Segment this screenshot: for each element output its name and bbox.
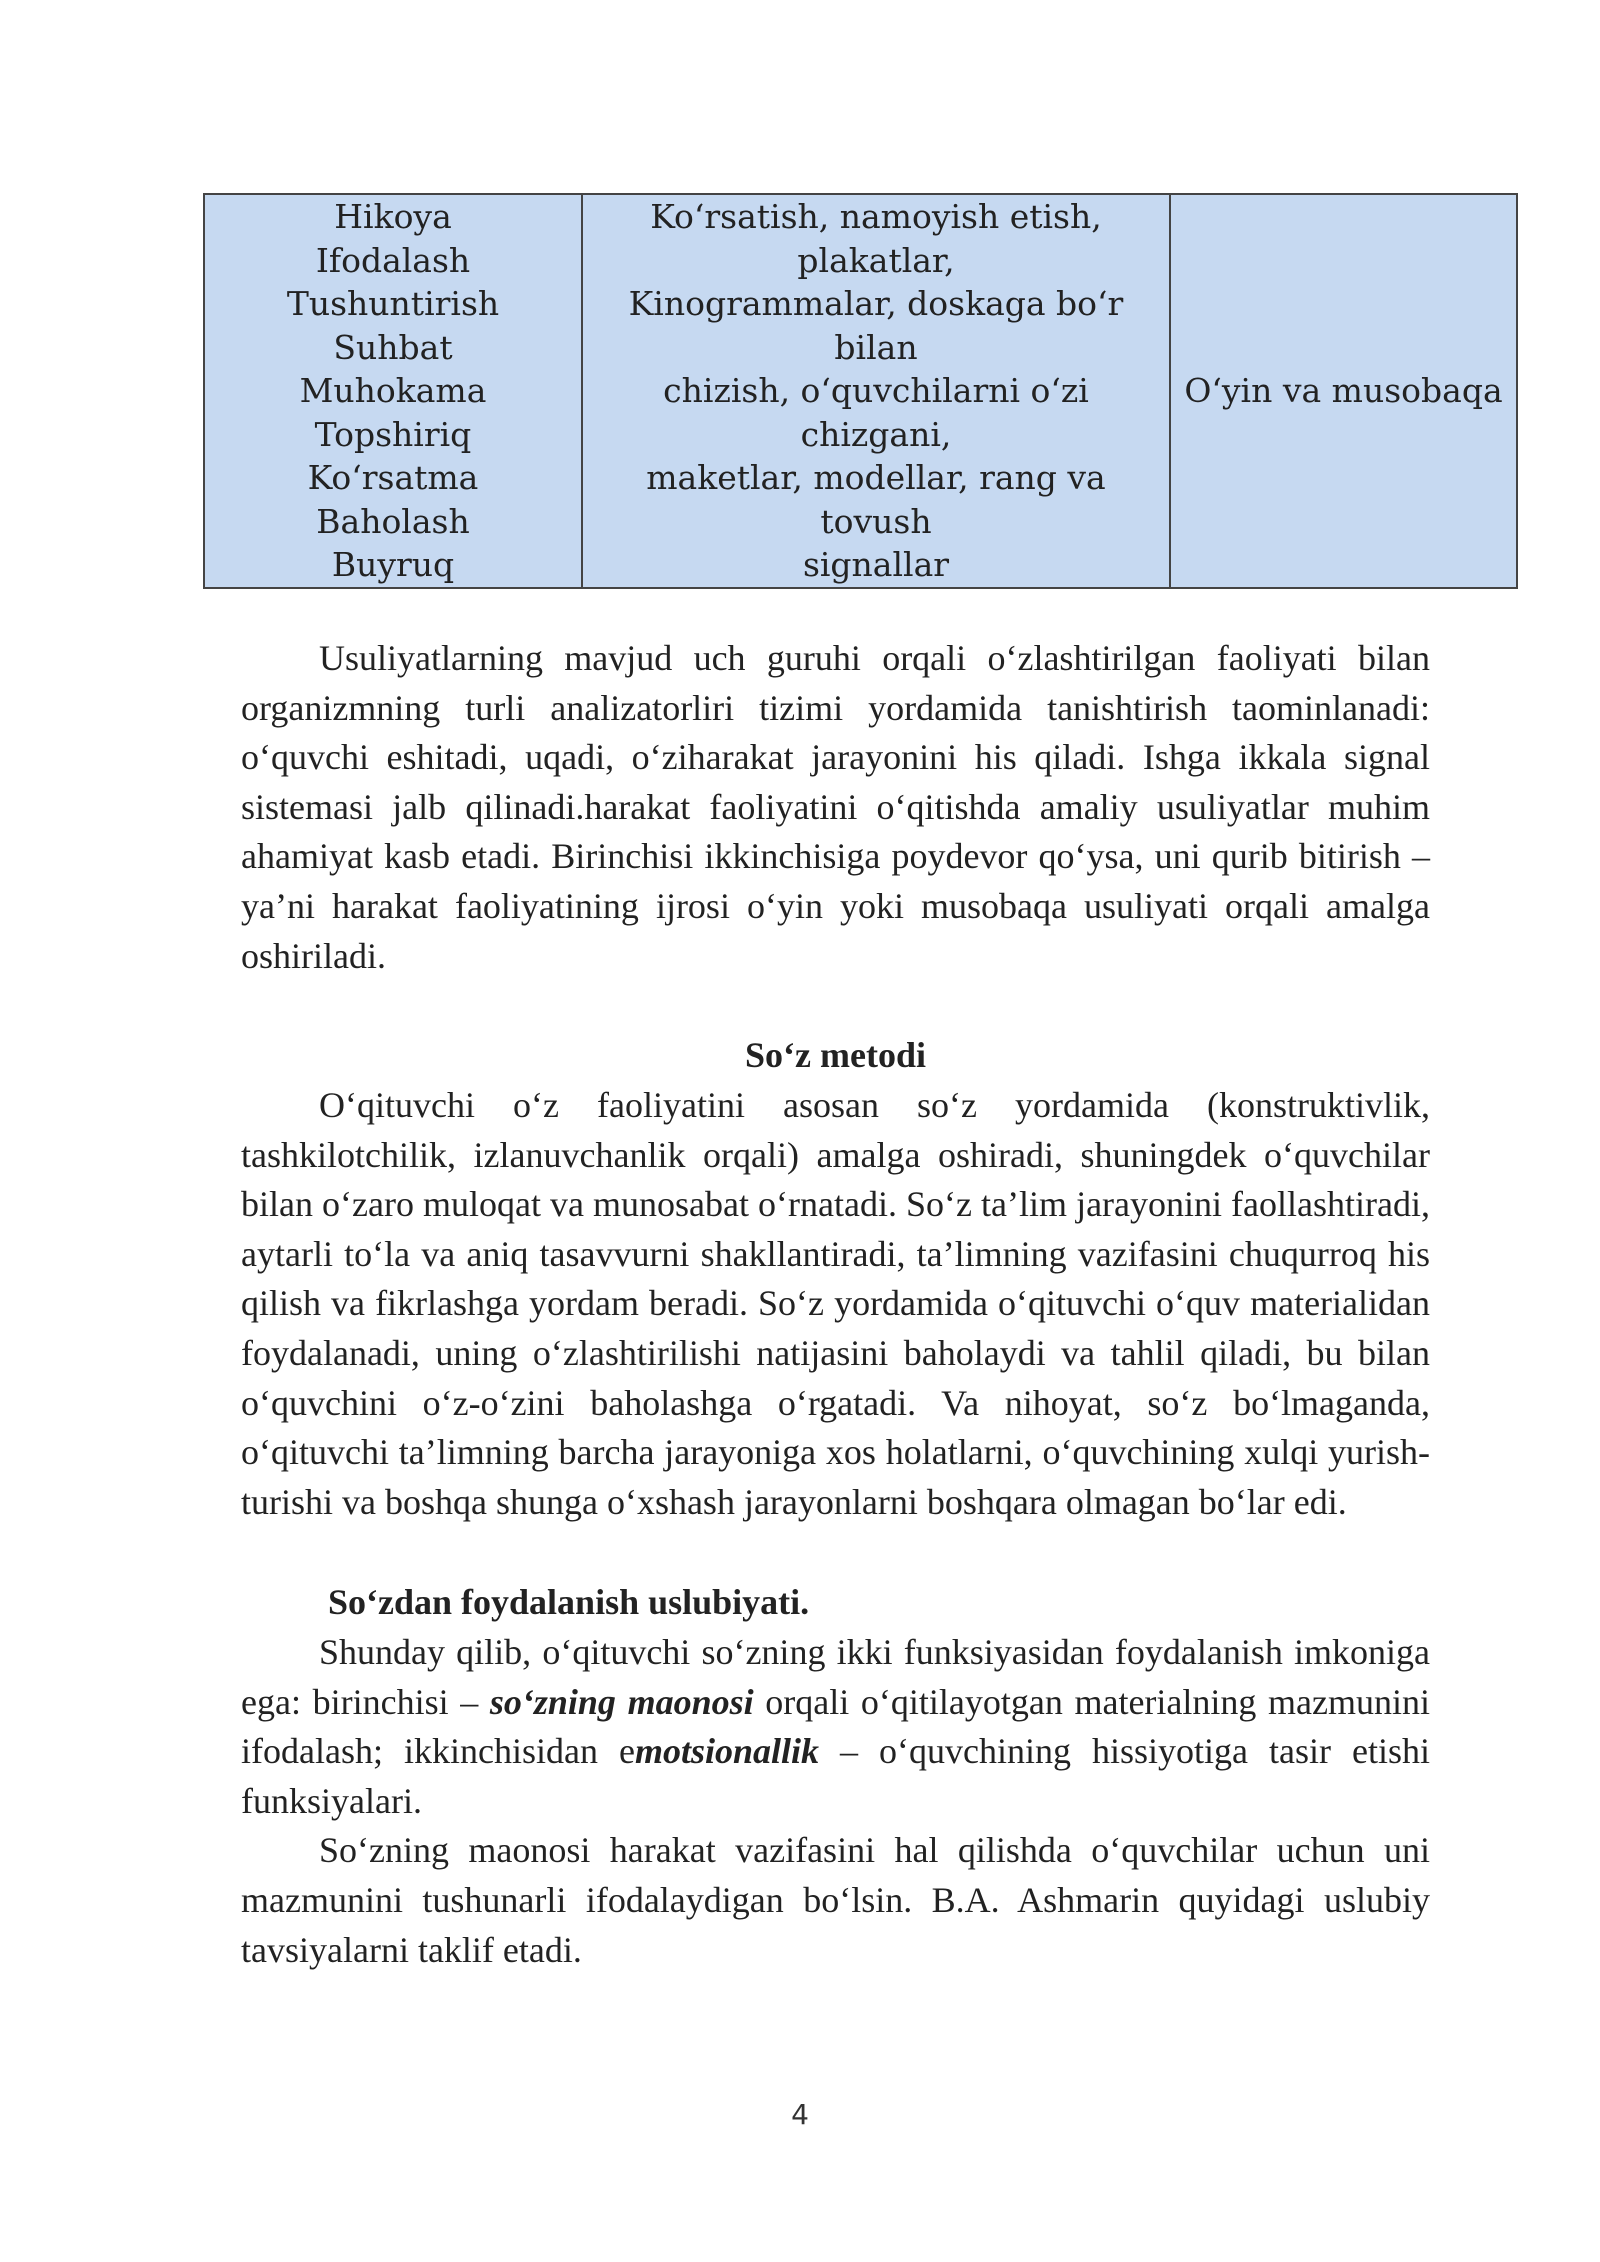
cell-line: signallar xyxy=(802,545,950,584)
visual-methods-cell xyxy=(582,194,1170,588)
list-item: Muhokama xyxy=(299,371,487,410)
list-item: Buyruq xyxy=(331,545,455,584)
paragraph-text: O‘qituvchi o‘z faoliyatini asosan so‘z yordamida (konstruktivlik, tashkilotchilik, izlanuvchanlik orqali) amalga oshiradi, shuningdek o‘quvchilar bilan o‘zaro muloqat va munosabat o‘rnatadi. So‘z ta’lim jarayonini faollashtiradi, aytarli to‘la va aniq tasavvurni shakllantiradi, ta’limning vazifasini chuqurroq his qilish va fikrlashga yordam beradi. So‘z yordamida o‘qituvchi o‘quv materialidan foydalanadi, uning o‘zlashtirilishi natijasini baholaydi va tahlil qiladi, bu bilan o‘quvchini o‘z-o‘zini baholashga o‘rgatadi. Va nihoyat, so‘z bo‘lmaganda, o‘qituvchi ta’limning barcha jarayoniga xos holatlarni, o‘quvchining xulqi yurish-turishi va boshqa shunga o‘xshash jarayonlarni boshqara olmagan bo‘lar edi. xyxy=(241,1085,1430,1522)
paragraph-functions xyxy=(241,1628,1430,1975)
list-item: Hikoya xyxy=(334,197,452,236)
cell-line: Ko‘rsatish, namoyish etish, xyxy=(650,197,1102,236)
list-item: Ko‘rsatma xyxy=(307,458,479,497)
list-item: Tushuntirish xyxy=(286,284,500,323)
emphasis-term: motsionallik xyxy=(634,1731,819,1772)
paragraph-text: So‘zning maonosi harakat vazifasini hal qilishda o‘quvchilar uchun uni mazmunini tushunarli ifodalaydigan bo‘lsin. B.A. Ashmarin quyidagi uslubiy tavsiyalarni taklif etadi. xyxy=(241,1830,1430,1970)
practical-methods-cell xyxy=(1170,194,1517,588)
page-number: 4 xyxy=(791,2098,809,2131)
methods-table xyxy=(203,193,1518,589)
paragraph-word-method xyxy=(241,1081,1430,1527)
text-run: Shunday qilib, o‘qituvchi so‘zning ikki funksiyasidan foydalanish imkoniga ega: birinchisi – xyxy=(241,1632,1430,1722)
cell-line: Kinogrammalar, doskaga bo‘r bilan xyxy=(628,284,1124,367)
cell-line: maketlar, modellar, rang va tovush xyxy=(646,458,1106,541)
paragraph-text xyxy=(241,1628,1430,1826)
verbal-methods-cell xyxy=(204,194,582,588)
paragraph-text: Usuliyatlarning mavjud uch guruhi orqali o‘zlashtirilgan faoliyati bilan organizmning turli analizatorliri tizimi yordamida tanishtirish taominlanadi: o‘quvchi eshitadi, uqadi, o‘ziharakat jarayonini his qiladi. Ishga ikkala signal sistemasi jalb qilinadi.harakat faoliyatini o‘qitishda amaliy usuliyatlar muhim ahamiyat kasb etadi. Birinchisi ikkinchisiga poydevor qo‘ysa, uni qurib bitirish – ya’ni harakat faoliyatining ijrosi o‘yin yoki musobaqa usuliyati orqali amalga oshiriladi. xyxy=(241,638,1430,976)
section-heading: So‘z metodi xyxy=(745,1035,926,1075)
text-run: orqali o‘qitilayotgan materialning mazmunini ifodalash; ikkinchisidan e xyxy=(241,1681,1430,1772)
cell-line: plakatlar, xyxy=(797,240,955,280)
list-item: Baholash xyxy=(316,501,470,541)
text-run: – o‘quvchining hissiyotiga tasir etishi funksiyalari. xyxy=(241,1731,1430,1821)
cell-line: chizish, o‘quvchilarni o‘zi chizgani, xyxy=(663,371,1089,454)
subsection-heading: So‘zdan foydalanish uslubiyati. xyxy=(328,1582,810,1622)
list-item: Topshiriq xyxy=(314,414,472,454)
table-row xyxy=(204,194,1517,588)
list-item: Suhbat xyxy=(333,327,453,367)
paragraph-analyzers xyxy=(241,634,1430,981)
emphasis-term: so‘zning maonosi xyxy=(489,1681,754,1722)
list-item: Ifodalash xyxy=(315,240,471,280)
cell-text: O‘yin va musobaqa xyxy=(1184,371,1503,410)
